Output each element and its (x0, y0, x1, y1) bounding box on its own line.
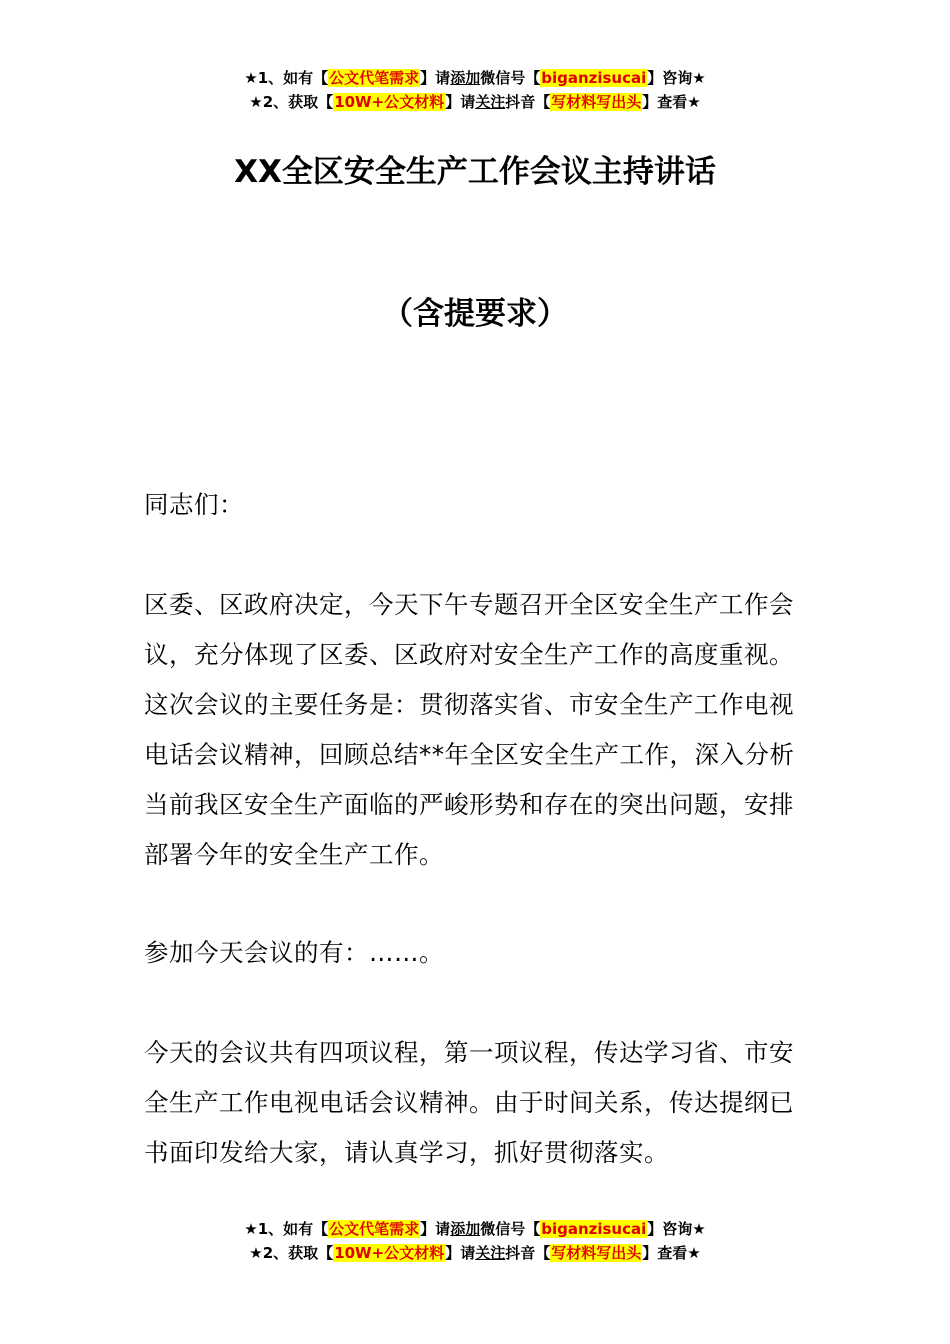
greeting: 同志们： (144, 490, 244, 519)
service-highlight: 公文代笔需求 (329, 1220, 420, 1238)
banner-line-2: ★2、获取【10W+公文材料】请关注抖音【写材料写出头】查看★ (249, 1244, 701, 1262)
wechat-id-highlight: biganzisucai (541, 1220, 647, 1238)
materials-highlight: 10W+公文材料 (334, 1244, 445, 1262)
douyin-highlight: 写材料写出头 (551, 1244, 642, 1262)
banner-line-2: ★2、获取【10W+公文材料】请关注抖音【写材料写出头】查看★ (249, 93, 701, 111)
douyin-highlight: 写材料写出头 (551, 93, 642, 111)
document-title: XX全区安全生产工作会议主持讲话 (234, 154, 716, 190)
service-highlight: 公文代笔需求 (329, 69, 420, 87)
materials-highlight: 10W+公文材料 (334, 93, 445, 111)
follow-underlined: 关注 (475, 93, 506, 111)
document-subtitle: （含提要求） (382, 296, 568, 332)
banner-line-1: ★1、如有【公文代笔需求】请添加微信号【biganzisucai】咨询★ (244, 69, 706, 87)
paragraph-1: 区委、区政府决定，今天下午专题召开全区安全生产工作会议，充分体现了区委、区政府对安全生产工作的高度重视。这次会议的主要任务是：贯彻落实省、市安全生产工作电视电话会议精神，回顾总结**年全区安全生产工作，深入分析当前我区安全生产面临的严峻形势和存在的突出问题，安排部署今年的安全生产工作。 (144, 590, 795, 869)
footer-banner (0, 1217, 950, 1265)
wechat-id-highlight: biganzisucai (541, 69, 647, 87)
header-banner (0, 66, 950, 114)
banner-line-1: ★1、如有【公文代笔需求】请添加微信号【biganzisucai】咨询★ (244, 1220, 706, 1238)
follow-underlined: 关注 (475, 1244, 506, 1262)
add-underlined: 添加 (450, 1220, 481, 1238)
add-underlined: 添加 (450, 69, 481, 87)
paragraph-2: 参加今天会议的有：……。 (144, 938, 444, 967)
paragraph-3: 今天的会议共有四项议程，第一项议程，传达学习省、市安全生产工作电视电话会议精神。由于时间关系，传达提纲已书面印发给大家，请认真学习，抓好贯彻落实。 (144, 1038, 794, 1167)
